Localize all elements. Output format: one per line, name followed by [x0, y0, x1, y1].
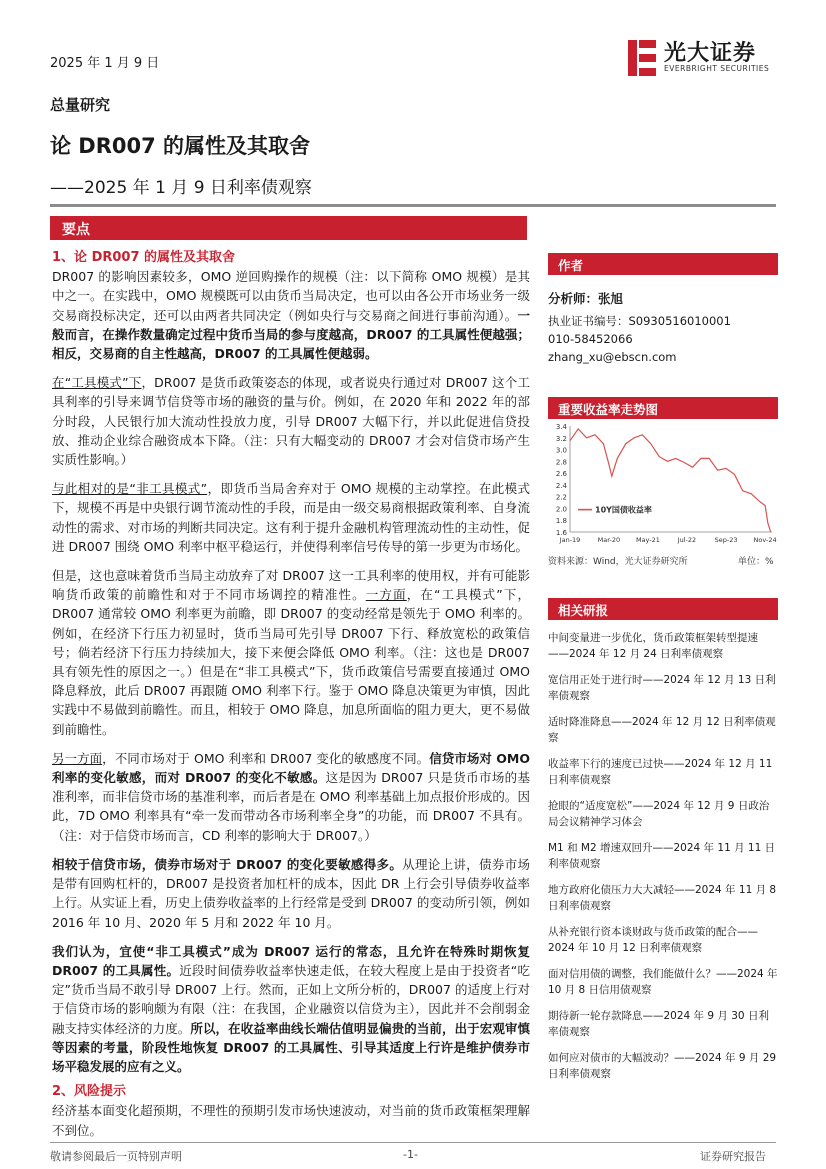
title-divider	[50, 204, 776, 207]
paragraph-2-underline: 在“工具模式”下	[52, 375, 142, 391]
footer-divider	[50, 1142, 776, 1143]
report-title: 论 DR007 的属性及其取舍	[50, 134, 311, 158]
paragraph-6	[52, 855, 530, 932]
related-report-item[interactable]: 宽信用正处于进行时——2024 年 12 月 13 日利率债观察	[548, 674, 776, 702]
paragraph-2	[52, 373, 530, 469]
footer-report-type: 证券研究报告	[700, 1150, 766, 1163]
author-bar	[548, 253, 778, 275]
paragraph-3-underline: 与此相对的是“非工具模式”	[52, 481, 208, 497]
paragraph-2-text: ，DR007 是货币政策姿态的体现，或者说央行通过对 DR007 这个工具利率的引导来调节信贷等市场的融资的量与价。例如，在 2020 年和 2022 年的部分时段，人民银行加大流动性投放力度，引导 DR007 大幅下行，并以此促进信贷投放、推动企业综合融资成本下降。（注：只有大幅变动的 DR007 才会对信贷市场产生实质性影响。）	[52, 375, 531, 468]
paragraph-3-text: ，即货币当局舍弃对于 OMO 规模的主动掌控。在此模式下，规模不再是中央银行调节流动性的手段，而是由一级交易商根据政策利率、自身流动性的需求、对市场的判断共同决定。这有利于提升金融机构管理流动性的主动性，促进 DR007 围绕 OMO 利率中枢平稳运行，并使得利率信号传导的第一步更为市场化。	[52, 481, 530, 554]
related-report-item[interactable]: 如何应对债市的大幅波动？——2024 年 9 月 29 日利率债观察	[548, 1052, 777, 1080]
phone-number: 010-58452066	[548, 332, 633, 346]
y-tick-label: 1.6	[555, 529, 567, 537]
related-report-item[interactable]: M1 和 M2 增速双回升——2024 年 11 月 11 日利率债观察	[548, 842, 776, 870]
report-category: 总量研究	[50, 96, 111, 114]
brand-name-en: EVERBRIGHT SECURITIES	[664, 64, 770, 73]
paragraph-4-text-b: ，在“工具模式”下，DR007 通常较 OMO 利率更为前瞻，即 DR007 的变动经常是领先于 OMO 利率的。例如，在经济下行压力初显时，货币当局可先引导 DR007 下行、释放宽松的政策信号；倘若经济下行压力持续加大，接下来便会降低 OMO 利率。（注：这也是 DR007 具有领先性的原因之一。）但是在“非工具模式”下，货币政策信号需要直接通过 OMO 降息释放，此后 DR007 再跟随 OMO 利率下行。鉴于 OMO 降息决策更为审慎，因此实践中不易做到前瞻性。而且，相较于 OMO 降息，加息所面临的阻力更大，更不易做到前瞻性。	[52, 587, 530, 737]
author-block	[548, 290, 778, 366]
paragraph-3	[52, 479, 530, 556]
x-tick-label: Mar-20	[597, 536, 621, 544]
paragraph-5-underline: 另一方面	[52, 750, 103, 766]
everbright-logo-icon	[626, 38, 658, 78]
y-tick-label: 2.0	[555, 505, 567, 514]
related-bar	[548, 598, 778, 620]
paragraph-7-bold-2: 所以，在收益率曲线长端估值明显偏贵的当前，出于宏观审慎等因素的考量，阶段性地恢复 DR007 的工具属性、引导其适度上行许是维护债券市场平稳发展的应有之义。	[52, 1020, 530, 1074]
analyst-name: 分析师：张旭	[548, 291, 624, 306]
paragraph-4-text-a: 但是，这也意味着货币当局主动放弃了对 DR007 这一工具利率的使用权，并有可能影响货币政策的前瞻性和对于不同市场调控的精准性。	[52, 568, 530, 603]
section-1-heading: 1、论 DR007 的属性及其取舍	[52, 250, 236, 265]
keypoints-bar	[50, 216, 527, 240]
paragraph-4	[52, 566, 530, 739]
author-label: 作者	[558, 258, 584, 273]
x-tick-label: Nov-24	[753, 536, 777, 544]
paragraph-1-bold: 一般而言，在操作数量确定过程中货币当局的参与度越高，DR007 的工具属性便越强；相反，交易商的自主性越高，DR007 的工具属性便越弱。	[52, 307, 530, 362]
y-tick-label: 3.4	[555, 423, 567, 431]
chart-source: 资料来源：Wind，光大证券研究所	[548, 557, 688, 567]
related-report-item[interactable]: 地方政府化债压力大大减轻——2024 年 11 月 8 日利率债观察	[548, 884, 777, 912]
related-report-item[interactable]: 面对信用债的调整，我们能做什么？——2024 年 10 月 8 日信用债观察	[548, 968, 778, 996]
license-number: 执业证书编号：S0930516010001	[548, 314, 731, 328]
yield-series-line	[570, 429, 771, 532]
paragraph-4-underline: 一方面	[365, 587, 407, 603]
y-tick-label: 2.2	[555, 493, 567, 502]
chart-unit: 单位：%	[738, 557, 774, 567]
paragraph-7-bold: 我们认为，宜使“非工具模式”成为 DR007 运行的常态，且允许在特殊时期恢复 DR007 的工具属性。	[52, 943, 530, 978]
email-link[interactable]: zhang_xu@ebscn.com	[548, 350, 677, 364]
related-list	[548, 630, 778, 1092]
related-report-item[interactable]: 期待新一轮存款降息——2024 年 9 月 30 日利率债观察	[548, 1010, 769, 1038]
x-tick-label: Jan-19	[559, 536, 581, 544]
paragraph-7-text: 近段时间债券收益率快速走低，在较大程度上是由于投资者“吃定”货币当局不敢引导 DR007 上行。然而，正如上文所分析的，DR007 的适度上行对于信贷市场的影响颇为有限（注：在我国，企业融资以信贷为主），因此并不会削弱金融支持实体经济的力度。	[52, 962, 530, 1036]
related-report-item[interactable]: 收益率下行的速度已过快——2024 年 12 月 11 日利率债观察	[548, 758, 773, 786]
page-number: -1-	[403, 1148, 418, 1161]
paragraph-8: 经济基本面变化超预期，不理性的预期引发市场快速波动，对当前的货币政策框架理解不到位。	[52, 1103, 530, 1138]
paragraph-5-text-b: 这是因为 DR007 只是货币市场的基准利率，而非信贷市场的基准利率，而后者是在 OMO 利率基础上加点报价形成的。因此，7D OMO 利率具有“牵一发而带动各市场利率全身”的功能，而 DR007 不具有。（注：对于信贷市场而言，CD 利率的影响大于 DR007。）	[52, 770, 530, 843]
y-tick-label: 3.2	[555, 434, 567, 443]
related-report-item[interactable]: 从补充银行资本谈财政与货币政策的配合——2024 年 10 月 12 日利率债观察	[548, 926, 758, 954]
x-tick-label: Jul-22	[677, 536, 697, 544]
related-report-item[interactable]: 抢眼的“适度宽松”——2024 年 12 月 9 日政治局会议精神学习体会	[548, 800, 770, 828]
paragraph-6-text: 从理论上讲，债券市场是带有回购杠杆的，DR007 是投资者加杠杆的成本，因此 DR 上行会引导债券收益率上行。从实证上看，历史上债券收益率的上行经常是受到 DR007 的变动所引领，例如 2016 年 10 月、2020 年 5 月和 2022 年 10 月。	[52, 856, 530, 930]
paragraph-5	[52, 749, 530, 845]
keypoints-label: 要点	[62, 222, 90, 238]
paragraph-5-bold: 信贷市场对 OMO 利率的变化敏感，而对 DR007 的变化不敏感。	[52, 750, 530, 786]
related-report-item[interactable]: 中间变量进一步优化，货币政策框架转型提速——2024 年 12 月 24 日利率债观察	[548, 632, 758, 660]
y-tick-label: 2.8	[555, 458, 567, 467]
x-tick-label: May-21	[635, 536, 660, 544]
paragraph-6-bold: 相较于信贷市场，债券市场对于 DR007 的变化要敏感得多。	[52, 856, 403, 872]
report-date: 2025 年 1 月 9 日	[50, 56, 160, 71]
paragraph-1	[52, 267, 530, 363]
report-subtitle: ——2025 年 1 月 9 日利率债观察	[50, 178, 312, 198]
brand-name: 光大证券	[664, 41, 757, 66]
related-label: 相关研报	[558, 603, 609, 618]
legend-label: 10Y国债收益率	[595, 505, 652, 515]
footer-disclaimer: 敬请参阅最后一页特别声明	[50, 1150, 182, 1163]
y-tick-label: 1.8	[555, 517, 567, 526]
paragraph-1-text: DR007 的影响因素较多，OMO 逆回购操作的规模（注：以下简称 OMO 规模）是其中之一。在实践中，OMO 规模既可以由货币当局决定，也可以由各公开市场业务一级交易商投标决定，还可以由两者共同决定（例如央行与交易商之间进行事前沟通）。	[52, 269, 530, 323]
paragraph-7	[52, 942, 530, 1076]
chart-bar	[548, 397, 778, 419]
related-report-item[interactable]: 适时降准降息——2024 年 12 月 12 日利率债观察	[548, 716, 776, 744]
x-tick-label: Sep-23	[714, 536, 738, 544]
main-body	[52, 248, 530, 1140]
y-tick-label: 2.4	[555, 481, 567, 490]
chart-label: 重要收益率走势图	[558, 402, 659, 417]
paragraph-5-text-a: ，不同市场对于 OMO 利率和 DR007 变化的敏感度不同。	[102, 750, 430, 766]
y-tick-label: 3.0	[555, 446, 567, 455]
y-tick-label: 2.6	[555, 470, 567, 479]
section-2-heading: 2、风险提示	[52, 1084, 127, 1100]
yield-chart	[546, 420, 780, 550]
